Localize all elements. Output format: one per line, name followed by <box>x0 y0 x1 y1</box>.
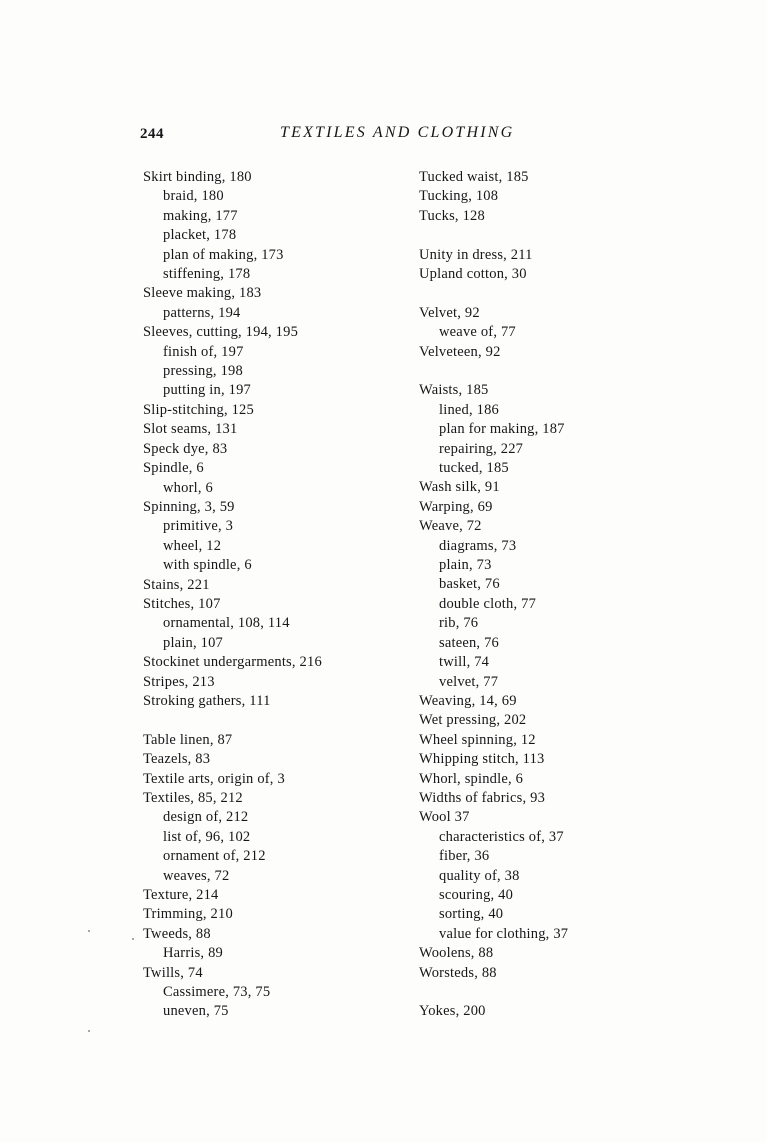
paper-speck <box>132 938 134 940</box>
index-columns <box>143 168 633 1022</box>
index-entry: Sleeves, cutting, 194, 195 <box>143 324 299 341</box>
index-entry: Stroking gathers, 111 <box>143 692 271 709</box>
index-subentry: tucked, 185 <box>439 460 509 477</box>
index-entry: Unity in dress, 211 <box>419 246 533 263</box>
index-subentry: ornamental, 108, 114 <box>163 615 290 632</box>
index-subentry: wheel, 12 <box>163 537 222 554</box>
index-entry: Textiles, 85, 212 <box>143 789 243 806</box>
index-entry: Stockinet undergarments, 216 <box>143 654 322 671</box>
index-entry: Velvet, 92 <box>419 304 480 321</box>
index-entry: Widths of fabrics, 93 <box>419 789 546 806</box>
index-entry: Velveteen, 92 <box>419 343 501 360</box>
index-subentry: plan of making, 173 <box>163 246 284 263</box>
index-entry: Stitches, 107 <box>143 595 221 612</box>
index-group-separator <box>419 284 633 303</box>
index-subentry: plain, 73 <box>439 557 492 574</box>
index-group-separator <box>419 226 633 245</box>
index-entry: Tweeds, 88 <box>143 925 211 942</box>
index-subentry: weaves, 72 <box>163 867 230 884</box>
index-entry: Texture, 214 <box>143 887 219 904</box>
index-entry: Skirt binding, 180 <box>143 169 252 185</box>
index-subentry: rib, 76 <box>439 615 479 632</box>
paper-speck <box>88 930 90 932</box>
index-subentry: pressing, 198 <box>163 363 243 380</box>
index-subentry: quality of, 38 <box>439 867 520 884</box>
index-entry: Tucked waist, 185 <box>419 169 529 185</box>
index-subentry: sateen, 76 <box>439 634 499 651</box>
index-entry: Wash silk, 91 <box>419 479 500 496</box>
index-subentry: velvet, 77 <box>439 673 499 690</box>
index-subentry: double cloth, 77 <box>439 595 537 612</box>
index-entry: Twills, 74 <box>143 964 203 981</box>
index-entry: Whipping stitch, 113 <box>419 751 545 768</box>
index-entry: Spinning, 3, 59 <box>143 498 235 515</box>
index-subentry: repairing, 227 <box>439 440 524 457</box>
index-column-right <box>419 168 633 1022</box>
index-entry: Trimming, 210 <box>143 906 233 923</box>
index-subentry: placket, 178 <box>163 227 237 244</box>
index-subentry: Harris, 89 <box>163 945 223 962</box>
index-entry: Upland cotton, 30 <box>419 266 527 283</box>
index-subentry: uneven, 75 <box>163 1003 229 1020</box>
index-entry: Teazels, 83 <box>143 751 211 768</box>
index-entry: Weaving, 14, 69 <box>419 692 517 709</box>
index-subentry: stiffening, 178 <box>163 266 251 283</box>
index-group-separator <box>143 711 419 730</box>
index-subentry: basket, 76 <box>439 576 500 593</box>
index-subentry: sorting, 40 <box>439 906 504 923</box>
index-entry: Stripes, 213 <box>143 673 215 690</box>
index-subentry: putting in, 197 <box>163 382 251 399</box>
index-subentry: characteristics of, 37 <box>439 828 564 845</box>
index-entry: Yokes, 200 <box>419 1003 486 1020</box>
index-entry: Stains, 221 <box>143 576 210 593</box>
index-column-left <box>143 168 419 1022</box>
index-entry: Woolens, 88 <box>419 945 494 962</box>
index-subentry: value for clothing, 37 <box>439 925 569 942</box>
index-subentry: finish of, 197 <box>163 343 244 360</box>
index-subentry: fiber, 36 <box>439 848 490 865</box>
index-entry: Wheel spinning, 12 <box>419 731 536 748</box>
index-subentry: primitive, 3 <box>163 518 234 535</box>
index-subentry: lined, 186 <box>439 401 499 418</box>
index-subentry: making, 177 <box>163 207 238 224</box>
index-entry: Wool 37 <box>419 809 470 826</box>
index-entry: Worsteds, 88 <box>419 964 497 981</box>
index-subentry: design of, 212 <box>163 809 249 826</box>
running-title: TEXTILES AND CLOTHING <box>280 124 515 141</box>
index-subentry: with spindle, 6 <box>163 557 252 574</box>
index-subentry: ornament of, 212 <box>163 848 266 865</box>
index-subentry: Cassimere, 73, 75 <box>163 984 271 1001</box>
index-group-separator <box>419 362 633 381</box>
index-group-separator <box>419 983 633 1002</box>
index-subentry: braid, 180 <box>163 188 224 205</box>
index-entry: Spindle, 6 <box>143 460 204 477</box>
page-header <box>140 124 640 146</box>
paper-speck <box>88 1030 90 1032</box>
index-entry: Whorl, spindle, 6 <box>419 770 524 787</box>
index-subentry: whorl, 6 <box>163 479 213 496</box>
index-entry: Waists, 185 <box>419 382 489 399</box>
index-entry: Tucking, 108 <box>419 188 499 205</box>
index-subentry: plain, 107 <box>163 634 223 651</box>
index-entry: Weave, 72 <box>419 518 482 535</box>
index-entry: Table linen, 87 <box>143 731 233 748</box>
index-subentry: plan for making, 187 <box>439 421 565 438</box>
index-entry: Textile arts, origin of, 3 <box>143 770 285 787</box>
index-entry: Sleeve making, 183 <box>143 285 262 302</box>
index-entry: Wet pressing, 202 <box>419 712 527 729</box>
index-subentry: list of, 96, 102 <box>163 828 251 845</box>
index-entry: Slot seams, 131 <box>143 421 238 438</box>
index-subentry: diagrams, 73 <box>439 537 517 554</box>
index-subentry: twill, 74 <box>439 654 490 671</box>
index-subentry: patterns, 194 <box>163 304 241 321</box>
page-number: 244 <box>140 126 164 142</box>
index-entry: Speck dye, 83 <box>143 440 228 457</box>
index-subentry: scouring, 40 <box>439 886 514 903</box>
index-entry: Tucks, 128 <box>419 207 485 224</box>
index-entry: Slip-stitching, 125 <box>143 401 254 418</box>
index-subentry: weave of, 77 <box>439 324 516 341</box>
index-entry: Warping, 69 <box>419 498 493 515</box>
